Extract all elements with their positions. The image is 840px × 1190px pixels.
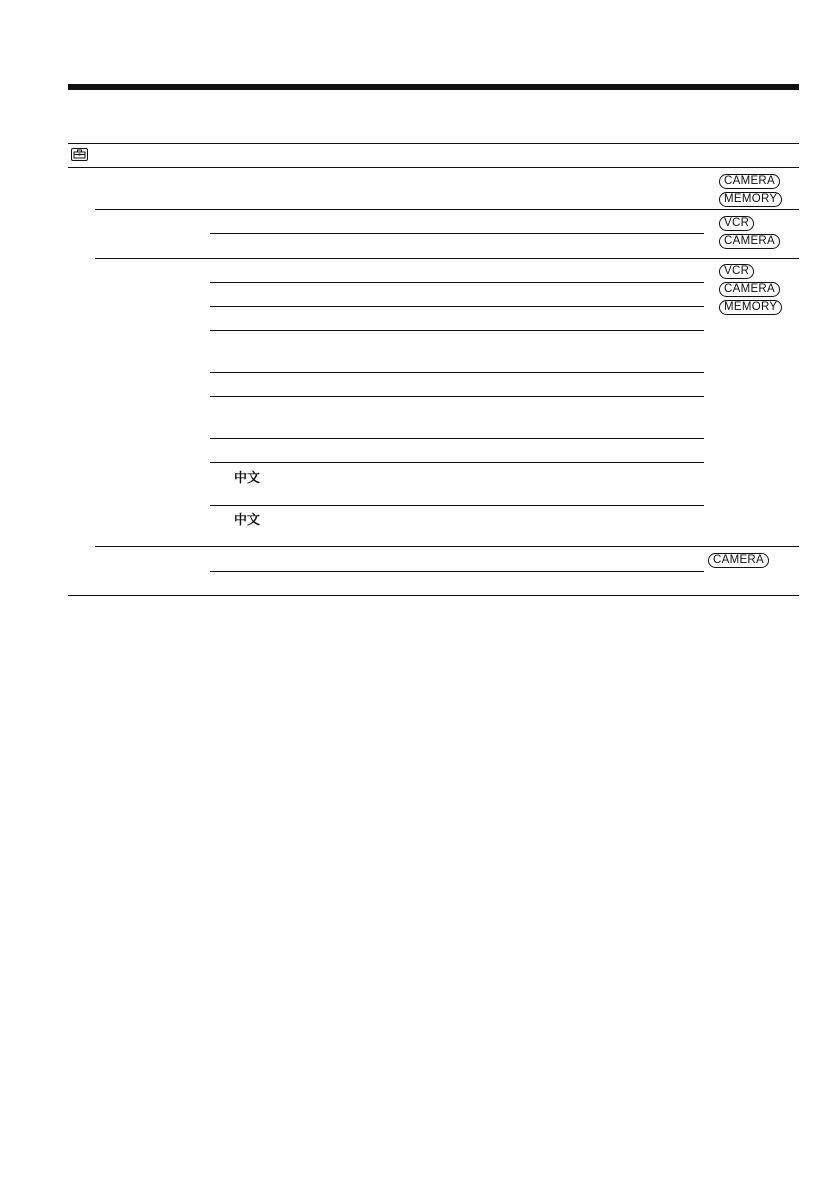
mode-badge-camera: CAMERA <box>719 234 780 249</box>
mode-badge-memory: MEMORY <box>719 300 782 315</box>
row-rule <box>210 462 704 463</box>
mode-badge-vcr: VCR <box>719 264 754 279</box>
header-rule <box>68 167 799 168</box>
group-rule <box>95 546 799 547</box>
row-rule <box>210 330 704 331</box>
page-heading-bar <box>68 84 799 90</box>
row-rule <box>210 438 704 439</box>
mode-badge-camera: CAMERA <box>708 553 769 568</box>
row-rule <box>210 372 704 373</box>
row-rule <box>210 233 704 234</box>
row-rule <box>210 396 704 397</box>
row-rule <box>210 571 704 572</box>
table-top-rule <box>68 143 799 144</box>
mode-badge-camera: CAMERA <box>719 174 780 189</box>
mode-badge-memory: MEMORY <box>719 192 782 207</box>
group-rule <box>95 258 799 259</box>
language-option-chinese: 中文 <box>234 471 261 486</box>
mode-badge-camera: CAMERA <box>719 282 780 297</box>
row-rule <box>210 282 704 283</box>
row-rule <box>210 505 704 506</box>
language-option-chinese: 中文 <box>234 513 261 528</box>
table-bottom-rule <box>68 595 799 596</box>
toolbox-icon <box>71 148 88 161</box>
mode-badge-vcr: VCR <box>719 216 754 231</box>
row-rule <box>210 306 704 307</box>
group-rule <box>95 209 799 210</box>
